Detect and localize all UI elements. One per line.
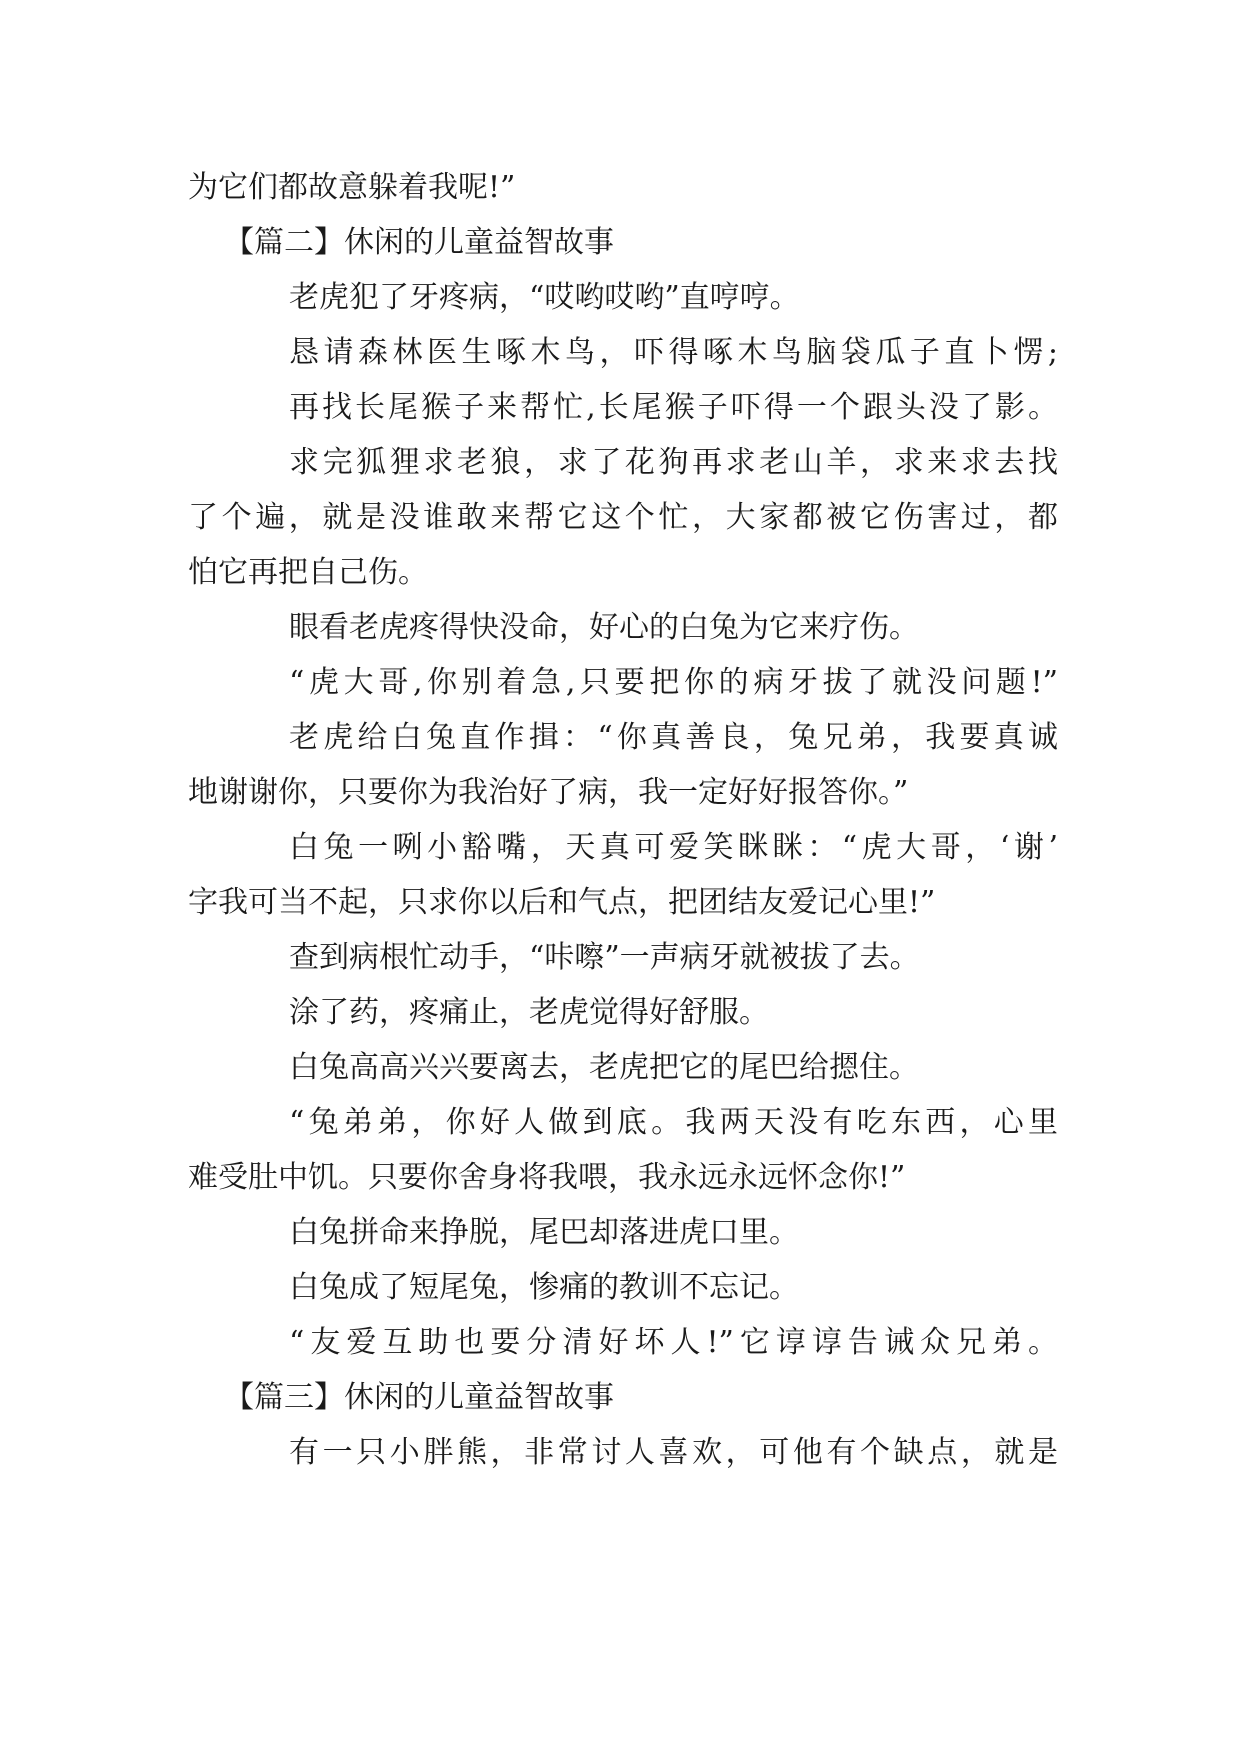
paragraph-line: 老虎犯了牙疼病，“哎哟哎哟”直哼哼。 xyxy=(289,280,800,315)
paragraph-line: “兔弟弟，你好人做到底。我两天没有吃东西，心里 xyxy=(289,1105,1058,1140)
paragraph-line: 求完狐狸求老狼，求了花狗再求老山羊，求来求去找 xyxy=(289,445,1058,480)
paragraph-line: 为它们都故意躲着我呢!” xyxy=(188,170,516,205)
paragraph-line: 老虎给白兔直作揖：“你真善良，兔兄弟，我要真诚 xyxy=(289,720,1058,755)
paragraph-line: 白兔成了短尾兔，惨痛的教训不忘记。 xyxy=(289,1270,799,1305)
paragraph-line: 白兔一咧小豁嘴，天真可爱笑眯眯：“虎大哥，‘谢’ xyxy=(289,830,1058,865)
section-heading-2: 【篇二】休闲的儿童益智故事 xyxy=(224,225,614,260)
section-heading-3: 【篇三】休闲的儿童益智故事 xyxy=(224,1380,614,1415)
paragraph-line: 白兔拼命来挣脱，尾巴却落进虎口里。 xyxy=(289,1215,799,1250)
paragraph-line: 涂了药，疼痛止，老虎觉得好舒服。 xyxy=(289,995,769,1030)
paragraph-line: 怕它再把自己伤。 xyxy=(188,555,428,590)
paragraph-line: 字我可当不起，只求你以后和气点，把团结友爱记心里!” xyxy=(188,885,936,920)
document-body xyxy=(188,160,1058,1480)
paragraph-line: 查到病根忙动手，“咔嚓”一声病牙就被拔了去。 xyxy=(289,940,920,975)
paragraph-line: 地谢谢你，只要你为我治好了病，我一定好好报答你。” xyxy=(188,775,909,810)
paragraph-line: 难受肚中饥。只要你舍身将我喂，我永远永远怀念你!” xyxy=(188,1160,906,1195)
paragraph-line: 恳请森林医生啄木鸟，吓得啄木鸟脑袋瓜子直卜愣; xyxy=(289,335,1058,370)
paragraph-line: “友爱互助也要分清好坏人!”它谆谆告诫众兄弟。 xyxy=(289,1325,1058,1360)
paragraph-line: 白兔高高兴兴要离去，老虎把它的尾巴给摁住。 xyxy=(289,1050,919,1085)
paragraph-line: 有一只小胖熊，非常讨人喜欢，可他有个缺点，就是 xyxy=(289,1435,1058,1470)
paragraph-line: “虎大哥,你别着急,只要把你的病牙拔了就没问题!” xyxy=(289,665,1058,700)
paragraph-line: 眼看老虎疼得快没命，好心的白兔为它来疗伤。 xyxy=(289,610,919,645)
paragraph-line: 了个遍，就是没谁敢来帮它这个忙，大家都被它伤害过，都 xyxy=(188,500,1058,535)
paragraph-line: 再找长尾猴子来帮忙,长尾猴子吓得一个跟头没了影。 xyxy=(289,390,1058,425)
